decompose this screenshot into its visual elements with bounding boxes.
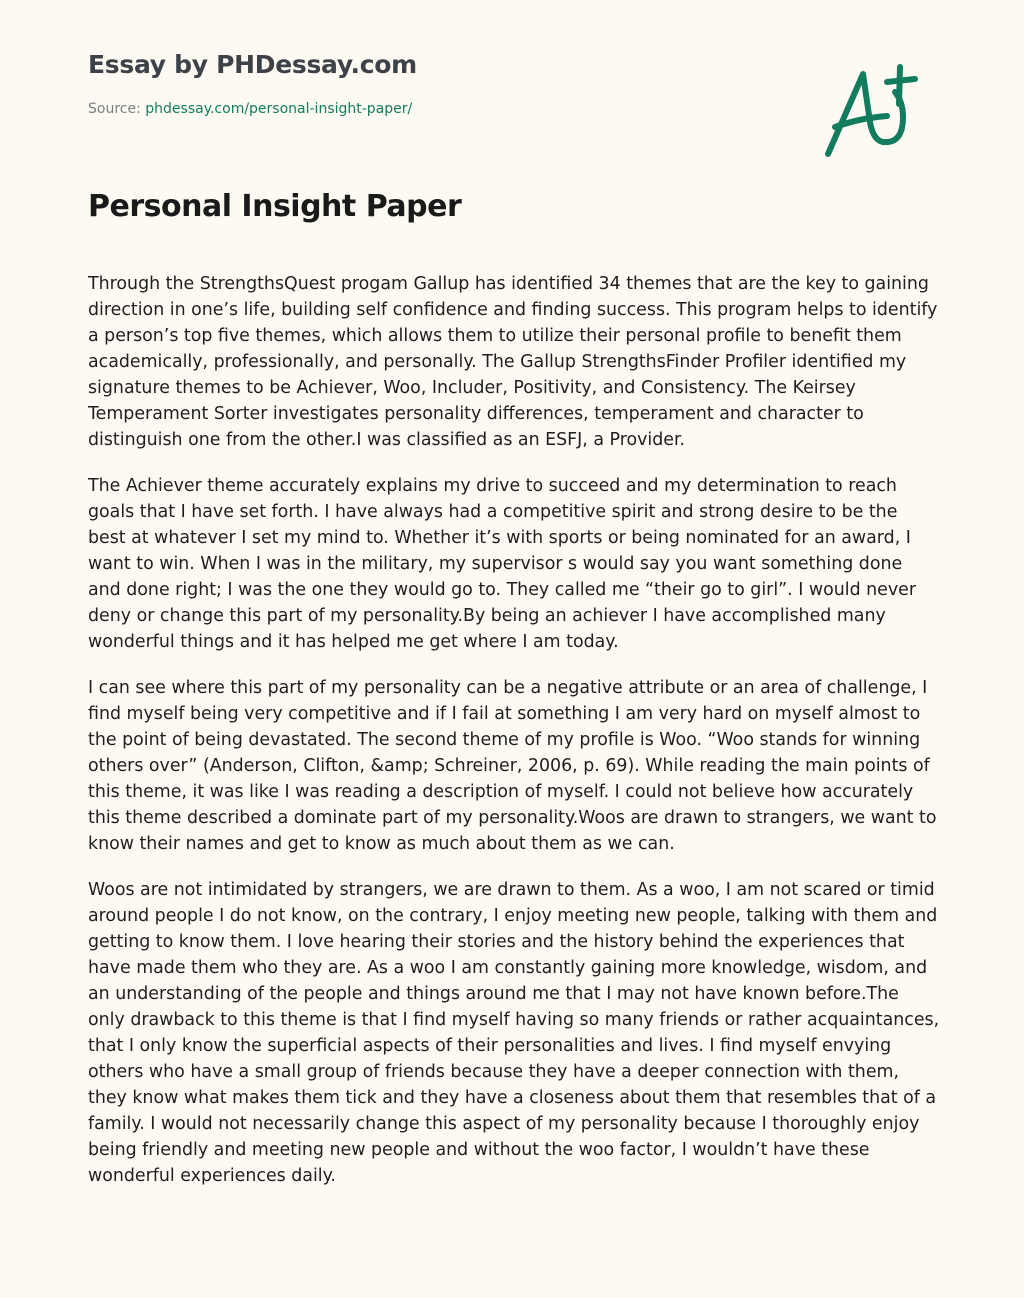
paragraph: Woos are not intimidated by strangers, we are drawn to them. As a woo, I am not scared or timid around people I do not know, on the contrary, I enjoy meeting new people, talking with them and getting to know them. I love hearing their stories and the history behind the experiences that have made them who they are. As a woo I am constantly gaining more knowledge, wisdom, and an understanding of the people and things around me that I may not have known before.The only drawback to this theme is that I find myself having so many friends or rather acquaintances, that I only know the superficial aspects of their personalities and lives. I find myself envying others who have a small group of friends because they have a deeper connection with them, they know what makes them tick and they have a closeness about them that resembles that of a family. I would not necessarily change this aspect of my personality because I thoroughly enjoy being friendly and meeting new people and without the woo factor, I wouldn’t have these wonderful experiences daily.: [88, 880, 940, 1186]
a-plus-logo: [815, 62, 935, 162]
source-label: Source:: [88, 101, 146, 117]
source-link[interactable]: phdessay.com/personal-insight-paper/: [145, 101, 413, 117]
page-title: Personal Insight Paper: [88, 189, 462, 224]
source-line: [88, 101, 412, 117]
paragraph: The Achiever theme accurately explains my drive to succeed and my determination to reach goals that I have set forth. I have always had a competitive spirit and strong desire to be the best at whatever I set my mind to. Whether it’s with sports or being nominated for an award, I want to win. When I was in the military, my supervisor s would say you want something done and done right; I was the one they would go to. They called me “their go to girl”. I would never deny or change this part of my personality.By being an achiever I have accomplished many wonderful things and it has helped me get where I am today.: [88, 476, 917, 652]
paragraph: I can see where this part of my personality can be a negative attribute or an area of challenge, I find myself being very competitive and if I fail at something I am very hard on myself almost to the point of being devastated. The second theme of my profile is Woo. “Woo stands for winning others over” (Anderson, Clifton, &amp; Schreiner, 2006, p. 69). While reading the main points of this theme, it was like I was reading a description of myself. I could not believe how accurately this theme described a dominate part of my personality.Woos are drawn to strangers, we want to know their names and get to know as much about them as we can.: [88, 678, 937, 854]
site-brand: Essay by PHDessay.com: [88, 50, 417, 79]
paragraph: Through the StrengthsQuest progam Gallup has identified 34 themes that are the key to gaining direction in one’s life, building self confidence and finding success. This program helps to identify a person’s top five themes, which allows them to utilize their personal profile to benefit them academically, professionally, and personally. The Gallup StrengthsFinder Profiler identified my signature themes to be Achiever, Woo, Includer, Positivity, and Consistency. The Keirsey Temperament Sorter investigates personality differences, temperament and character to distinguish one from the other.I was classified as an ESFJ, a Provider.: [88, 274, 938, 450]
essay-body: [88, 271, 940, 1209]
